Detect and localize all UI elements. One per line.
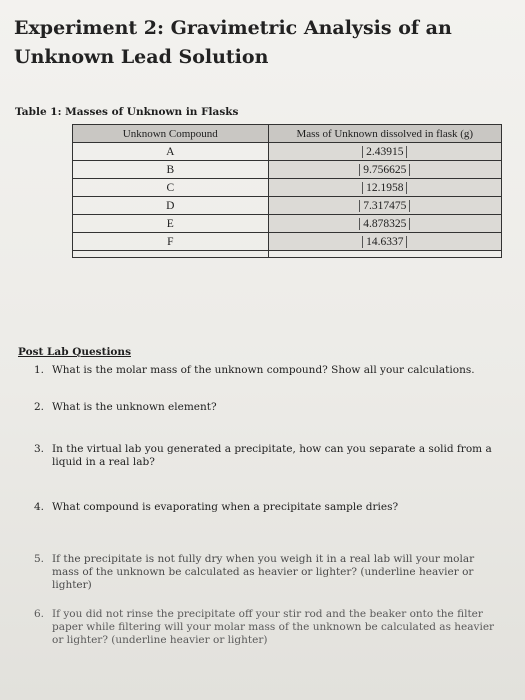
question-text: What compound is evaporating when a precipitate sample dries?: [52, 501, 399, 513]
mass-cell: 12.1958: [268, 179, 501, 197]
table-row: [73, 143, 502, 161]
question-text: What is the unknown element?: [52, 401, 217, 413]
compound-cell: A: [73, 143, 269, 161]
question-1: [34, 364, 504, 377]
question-6: [34, 608, 504, 647]
question-number: 6.: [34, 608, 45, 620]
question-2: [34, 401, 504, 414]
post-lab-heading: Post Lab Questions: [18, 346, 131, 358]
compound-cell: C: [73, 179, 269, 197]
question-3: [34, 443, 504, 469]
table-row: [73, 215, 502, 233]
table-row: [73, 161, 502, 179]
question-5: [34, 553, 504, 592]
question-text: In the virtual lab you generated a precipitate, how can you separate a solid from a liquid in a real lab?: [52, 443, 492, 468]
header-mass: Mass of Unknown dissolved in flask (g): [268, 125, 501, 143]
question-number: 2.: [34, 401, 45, 413]
compound-cell: E: [73, 215, 269, 233]
question-text: If the precipitate is not fully dry when you weigh it in a real lab will your molar mass of the unknown be calculated as heavier or lighter? (underline heavier or lighter): [52, 553, 475, 591]
compound-cell: D: [73, 197, 269, 215]
mass-cell: 7.317475: [268, 197, 501, 215]
question-4: [34, 501, 504, 514]
question-number: 3.: [34, 443, 45, 455]
question-text: What is the molar mass of the unknown compound? Show all your calculations.: [52, 364, 475, 376]
compound-cell: F: [73, 233, 269, 251]
mass-cell: 2.43915: [268, 143, 501, 161]
question-text: If you did not rinse the precipitate off your stir rod and the beaker onto the filter paper while filtering will your molar mass of the unknown be calculated as heavier or lighter? (underline heavier or lighter): [52, 608, 495, 646]
table-caption: Table 1: Masses of Unknown in Flasks: [15, 106, 239, 118]
compound-cell: B: [73, 161, 269, 179]
masses-table: [72, 124, 502, 258]
table-spacer-row: [73, 251, 502, 258]
page-title: Experiment 2: Gravimetric Analysis of an Unknown Lead Solution: [14, 17, 452, 68]
question-number: 5.: [34, 553, 45, 565]
table-row: [73, 179, 502, 197]
table-row: [73, 233, 502, 251]
mass-cell: 4.878325: [268, 215, 501, 233]
header-unknown-compound: Unknown Compound: [73, 125, 269, 143]
question-number: 4.: [34, 501, 45, 513]
table-row: [73, 197, 502, 215]
mass-cell: 14.6337: [268, 233, 501, 251]
question-number: 1.: [34, 364, 45, 376]
table-header-row: [73, 125, 502, 143]
mass-cell: 9.756625: [268, 161, 501, 179]
